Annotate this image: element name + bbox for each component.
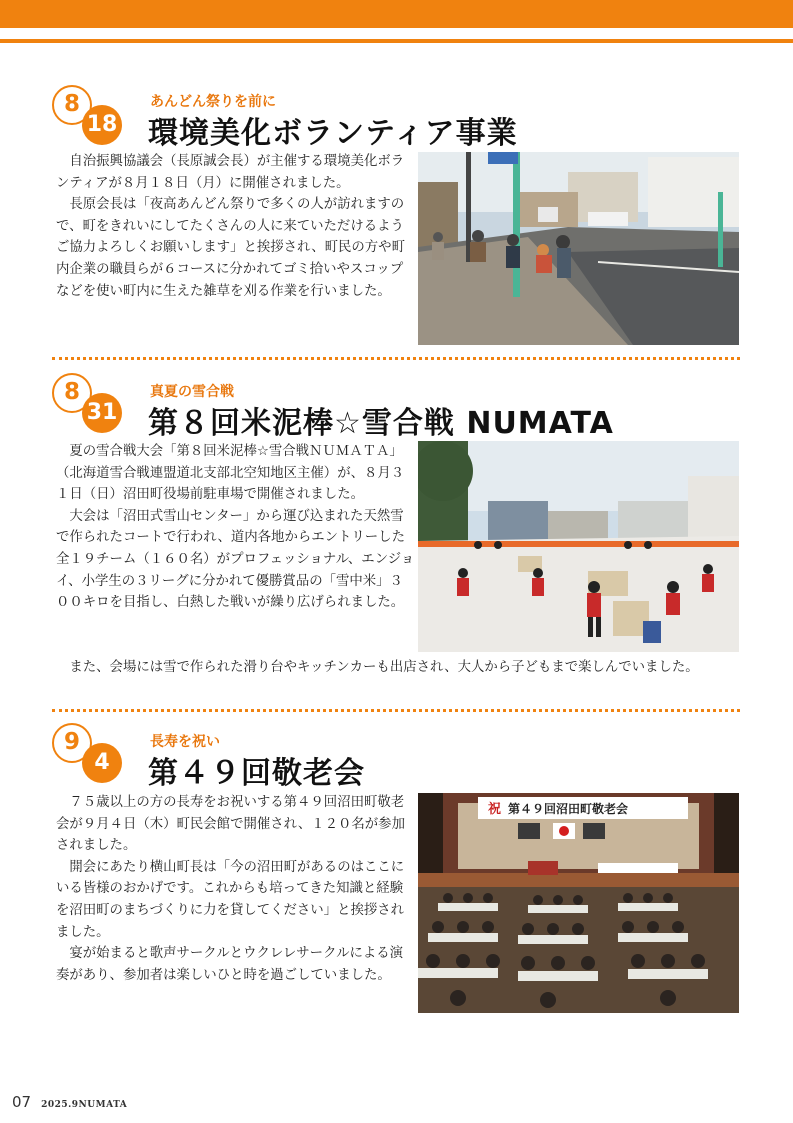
paragraph: 夏の雪合戦大会「第８回米泥棒☆雪合戦ＮＵＭＡＴＡ」（北海道雪合戦連盟道北支部北空知地区主催）が、８月３１日（日）沼田町役場前駐車場で開催されました。 bbox=[56, 444, 405, 503]
banner-celebration-mark: 祝 bbox=[488, 802, 502, 817]
article-subtitle: あんどん祭りを前に bbox=[150, 94, 276, 110]
date-day: 18 bbox=[82, 105, 122, 145]
date-month: 9 bbox=[52, 723, 92, 763]
paragraph: ７５歳以上の方の長寿をお祝いする第４９回沼田町敬老会が９月４日（木）町民会館で開催され、１２０名が参加されました。 bbox=[56, 795, 405, 854]
date-month: 8 bbox=[52, 373, 92, 413]
article-subtitle: 長寿を祝い bbox=[150, 734, 220, 750]
article-body-2 bbox=[56, 441, 416, 614]
page-number: 07 bbox=[12, 1093, 32, 1111]
paragraph: また、会場には雪で作られた滑り台やキッチンカーも出店され、大人から子どもまで楽しんでいました。 bbox=[69, 660, 699, 675]
paragraph: 開会にあたり横山町長は「今の沼田町があるのはここにいる皆様のおかげです。これからも培ってきた知識と経験を沼田町のまちづくりに力を貸してください」と挨拶されました。 bbox=[56, 859, 405, 940]
cleanup-photo bbox=[418, 152, 739, 345]
article-title: 第４９回敬老会 bbox=[148, 756, 365, 791]
section-divider bbox=[52, 357, 740, 360]
banner-text: 第４９回沼田町敬老会 bbox=[508, 802, 629, 816]
header-bar bbox=[0, 0, 793, 28]
date-badge-3 bbox=[52, 723, 132, 785]
header-rule bbox=[0, 39, 793, 43]
paragraph: 大会は「沼田式雪山センター」から運び込まれた天然雪で作られたコートで行われ、道内各地からエントリーした全１９チーム（１６０名）がプロフェッショナル、エンジョイ、小学生の３リーグに分かれて優勝賞品の「雪中米」３００キロを目指し、白熱した戦いが繰り広げられました。 bbox=[56, 508, 415, 611]
paragraph: 自治振興協議会（長原誠会長）が主催する環境美化ボランティアが８月１８日（月）に開催されました。 bbox=[56, 154, 405, 191]
article-title: 環境美化ボランティア事業 bbox=[148, 116, 518, 151]
keirokai-photo bbox=[418, 793, 739, 1013]
issue-label: 2025.9NUMATA bbox=[41, 1100, 128, 1110]
section-divider bbox=[52, 709, 740, 712]
paragraph: 宴が始まると歌声サークルとウクレレサークルによる演奏があり、参加者は楽しいひと時を過ごしていました。 bbox=[56, 946, 404, 983]
page-footer bbox=[12, 1093, 127, 1111]
date-day: 31 bbox=[82, 393, 122, 433]
paragraph: 長原会長は「夜高あんどん祭りで多くの人が訪れますので、町をきれいにしてたくさんの人に来ていただけるようご協力よろしくお願いします」と挨拶され、町民の方や町内企業の職員らが６コースに分かれてゴミ拾いやスコップなどを使い町内に生えた雑草を刈る作業を行いました。 bbox=[56, 197, 405, 299]
date-badge-1 bbox=[52, 85, 132, 147]
article-subtitle: 真夏の雪合戦 bbox=[150, 384, 234, 400]
article-body-3 bbox=[56, 792, 416, 986]
date-badge-2 bbox=[52, 373, 132, 435]
article-body-2-full bbox=[56, 657, 746, 679]
snowball-fight-photo bbox=[418, 441, 739, 652]
date-day: 4 bbox=[82, 743, 122, 783]
date-month: 8 bbox=[52, 85, 92, 125]
article-title: 第８回米泥棒☆雪合戦 NUMATA bbox=[148, 406, 614, 441]
article-body-1 bbox=[56, 151, 416, 302]
